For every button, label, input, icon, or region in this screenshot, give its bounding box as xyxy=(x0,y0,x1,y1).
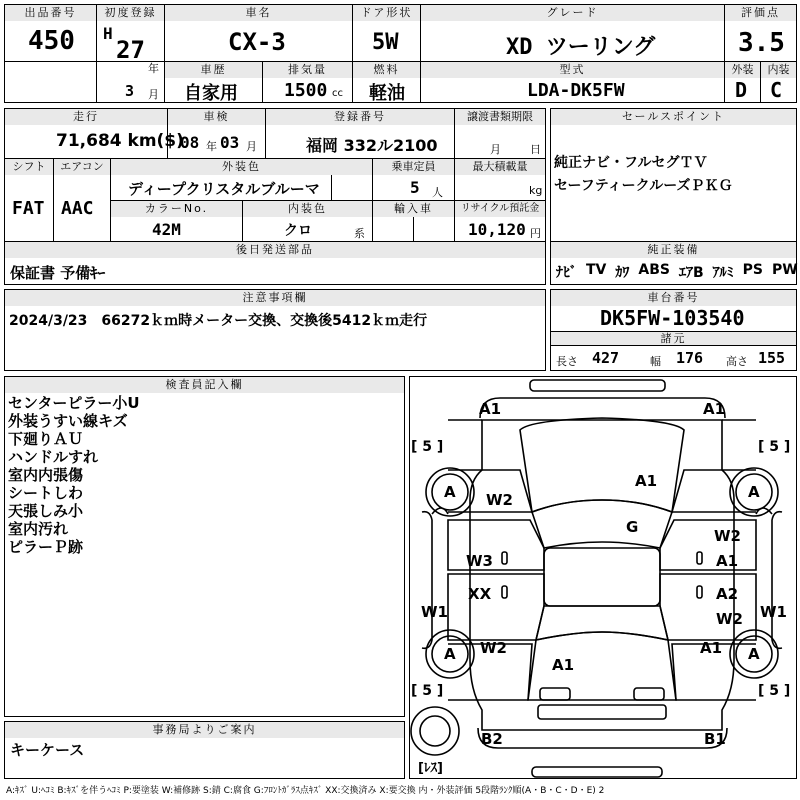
int-color-label: 内装色 xyxy=(243,201,372,217)
right-rear-door xyxy=(660,574,756,640)
shift: FAT xyxy=(12,198,45,219)
ext-score: D xyxy=(735,78,748,102)
load-unit: kg xyxy=(529,184,543,197)
mark-right-rear-door-lower: W2 xyxy=(716,610,743,628)
mark-rear-right-bumper: B1 xyxy=(704,730,726,748)
displacement-label: 排気量 xyxy=(263,62,352,78)
insp-month-unit: 月 xyxy=(246,140,257,153)
mark-rear-left-bumper: B2 xyxy=(481,730,503,748)
int-color-unit: 系 xyxy=(354,227,365,240)
right-side-strip xyxy=(772,512,782,649)
inspector-line: ハンドルすれ xyxy=(8,448,99,466)
equip-list xyxy=(556,262,798,282)
len-label: 長さ xyxy=(556,355,578,368)
mileage: 71,684 km($) xyxy=(56,131,184,151)
rear-plate xyxy=(538,705,666,719)
mark-tailgate: A1 xyxy=(552,656,575,674)
inspector-line: 室内内張傷 xyxy=(8,466,84,484)
plate-label: 登録番号 xyxy=(266,109,454,125)
handover-month-unit: 月 xyxy=(490,143,501,156)
front-bumper xyxy=(480,398,725,418)
doors: 5W xyxy=(372,30,399,55)
len: 427 xyxy=(592,349,620,367)
first-reg-label: 初度登録 xyxy=(97,5,164,21)
lot-no-label: 出品番号 xyxy=(5,5,96,21)
car-name-label: 車名 xyxy=(165,5,352,21)
ext-color: ディープクリスタルブルーマ xyxy=(128,180,320,198)
legend: A:ｷｽﾞ U:ﾍｺﾐ B:ｷｽﾞを伴うﾍｺﾐ P:要塗装 W:補修跡 S:錆 C:腐食 G:ﾌﾛﾝﾄｶﾞﾗｽ点ｷｽﾞ XX:交換済み X:要交換 内・外装評価 5段階ﾗﾝｸ順(A・B・C・D・E) 2 xyxy=(6,786,605,796)
handover-day-unit: 日 xyxy=(530,143,541,156)
mark-left-quarter: W2 xyxy=(480,639,507,657)
car-name: CX-3 xyxy=(228,28,286,56)
insp-year-unit: 年 xyxy=(206,140,217,153)
insp-year: 08 xyxy=(180,133,200,152)
reg-month: 3 xyxy=(125,82,135,100)
right-front-door xyxy=(660,520,756,570)
reg-year-unit: 年 xyxy=(148,62,159,75)
mark-right-quarter: A1 xyxy=(700,639,723,657)
inspector-label: 検査員記入欄 xyxy=(5,377,404,393)
tailgate xyxy=(528,632,676,700)
int-color: クロ xyxy=(284,223,312,239)
windshield xyxy=(532,500,672,548)
fuel: 軽油 xyxy=(369,83,405,104)
roof-panel xyxy=(544,548,660,606)
plate: 福岡 332ル2100 xyxy=(306,136,438,155)
capacity-unit: 人 xyxy=(432,186,443,199)
inspector-line: シートしわ xyxy=(8,484,84,502)
mark-left-front-door: W3 xyxy=(466,552,493,570)
tire-mark-rear-left: A xyxy=(444,645,456,663)
recycle-unit: 円 xyxy=(530,227,541,240)
tread-front-right: [ 5 ] xyxy=(758,439,791,455)
equip-item: ｶﾜ xyxy=(615,265,630,281)
fuel-label: 燃料 xyxy=(353,62,420,78)
mark-left-side-strip: W1 xyxy=(421,603,448,621)
tread-front-left: [ 5 ] xyxy=(411,439,444,455)
hood-panel xyxy=(520,418,684,512)
shift-label: シフト xyxy=(5,159,53,175)
tire-mark-front-right: A xyxy=(748,483,760,501)
int-score: C xyxy=(770,78,783,102)
ext-label: 外装 xyxy=(725,62,760,78)
inspector-line: 室内汚れ xyxy=(8,520,69,538)
displacement-unit: cc xyxy=(332,88,343,99)
capacity: 5 xyxy=(410,178,420,197)
sales-line-2: セーフティークルーズＰＫＧ xyxy=(554,178,733,194)
equip-item: PS xyxy=(742,262,763,278)
import-label: 輸入車 xyxy=(373,201,454,217)
insp-month: 03 xyxy=(220,133,240,152)
model-code-label: 型式 xyxy=(421,62,724,78)
equip-item: ｱﾙﾐ xyxy=(712,265,734,281)
spare-tire xyxy=(411,707,459,755)
ac: AAC xyxy=(61,198,94,219)
tread-rear-left: [ 5 ] xyxy=(411,683,444,699)
rear-glass xyxy=(536,606,668,640)
sales-line-1: 純正ナビ・フルセグＴＶ xyxy=(554,155,708,171)
int-label: 内装 xyxy=(761,62,796,78)
chassis-label: 車台番号 xyxy=(551,290,796,306)
tire-mark-front-left: A xyxy=(444,483,456,501)
recycle: 10,120 xyxy=(468,220,526,239)
mark-left-fender: W2 xyxy=(486,491,513,509)
score-label: 評価点 xyxy=(725,5,796,21)
left-rear-door xyxy=(448,574,544,640)
right-fender xyxy=(672,420,756,512)
equip-item: ABS xyxy=(638,262,670,278)
mark-left-rear-door: XX xyxy=(468,585,492,603)
width: 176 xyxy=(676,349,704,367)
inspector-line: 下廻りＡＵ xyxy=(8,430,84,448)
chassis-no: DK5FW-103540 xyxy=(600,306,745,330)
sales-block xyxy=(550,108,797,285)
color-no-label: カラーNo. xyxy=(111,201,242,217)
inspector-line: 天張しみ小 xyxy=(8,502,84,520)
parts-label: 後日発送部品 xyxy=(5,242,545,258)
rear-bumper xyxy=(478,728,727,748)
capacity-label: 乗車定員 xyxy=(373,159,454,175)
notice-text: 2024/3/23 66272ｋｍ時メーター交換、交換後5412ｋｍ走行 xyxy=(9,313,428,329)
inspection-label: 車検 xyxy=(168,109,265,125)
mark-right-side-strip: W1 xyxy=(760,603,787,621)
tread-rear-right: [ 5 ] xyxy=(758,683,791,699)
ac-label: エアコン xyxy=(54,159,110,175)
inspector-notes xyxy=(8,394,140,556)
history-label: 車歴 xyxy=(165,62,262,78)
inspector-line: 外装うすい線キズ xyxy=(8,412,128,430)
office-label: 事務局よりご案内 xyxy=(5,722,404,738)
reg-year: 27 xyxy=(116,36,145,64)
handover-label: 譲渡書類期限 xyxy=(455,109,545,125)
office-text: キーケース xyxy=(10,741,85,759)
ext-color-label: 外装色 xyxy=(111,159,372,175)
equip-item: ﾅﾋﾞ xyxy=(556,265,577,281)
front-bumper-top xyxy=(530,380,665,391)
recycle-label: リサイクル預託金 xyxy=(455,201,545,217)
load-label: 最大積載量 xyxy=(455,159,545,175)
left-front-door xyxy=(448,520,544,570)
grade: XD ツーリング xyxy=(506,35,656,60)
model-code: LDA-DK5FW xyxy=(527,80,625,101)
rear-bumper-bottom xyxy=(532,767,662,777)
displacement: 1500 xyxy=(284,80,328,101)
era: H xyxy=(103,24,113,43)
mark-front-left-bumper: A1 xyxy=(479,400,502,418)
mark-right-rear-door: A2 xyxy=(716,585,739,603)
parts: 保証書 予備ｷｰ xyxy=(10,264,106,282)
equip-item: PW xyxy=(772,262,798,278)
dims-label: 諸元 xyxy=(551,332,796,345)
sales-label: セールスポイント xyxy=(551,109,796,125)
color-no: 42M xyxy=(152,220,181,239)
equip-label: 純正装備 xyxy=(551,242,796,258)
mark-right-front-door: A1 xyxy=(716,552,739,570)
height-label: 高さ xyxy=(726,355,748,368)
equip-item: TV xyxy=(586,262,607,278)
score: 3.5 xyxy=(738,28,785,58)
inspector-line: センターピラー小U xyxy=(8,394,140,412)
height: 155 xyxy=(758,349,786,367)
width-label: 幅 xyxy=(650,355,661,368)
mileage-label: 走行 xyxy=(5,109,167,125)
body-outline xyxy=(470,420,734,730)
left-side-strip xyxy=(422,512,432,649)
car-diagram xyxy=(409,376,797,779)
mark-windshield: G xyxy=(626,518,639,536)
reg-month-unit: 月 xyxy=(148,88,159,101)
inspector-line: ピラーＰ跡 xyxy=(8,538,84,556)
equip-item: ｴｱB xyxy=(678,265,704,281)
spare-label: [ﾚｽ] xyxy=(418,761,443,776)
tire-mark-rear-right: A xyxy=(748,645,760,663)
mark-right-front-door-upper: W2 xyxy=(714,527,741,545)
notice-label: 注意事項欄 xyxy=(5,290,545,306)
history: 自家用 xyxy=(184,83,238,104)
lot-no: 450 xyxy=(28,26,75,56)
doors-label: ドア形状 xyxy=(353,5,420,21)
mark-front-right-bumper: A1 xyxy=(703,400,726,418)
mark-hood: A1 xyxy=(635,472,658,490)
grade-label: グレード xyxy=(421,5,724,21)
